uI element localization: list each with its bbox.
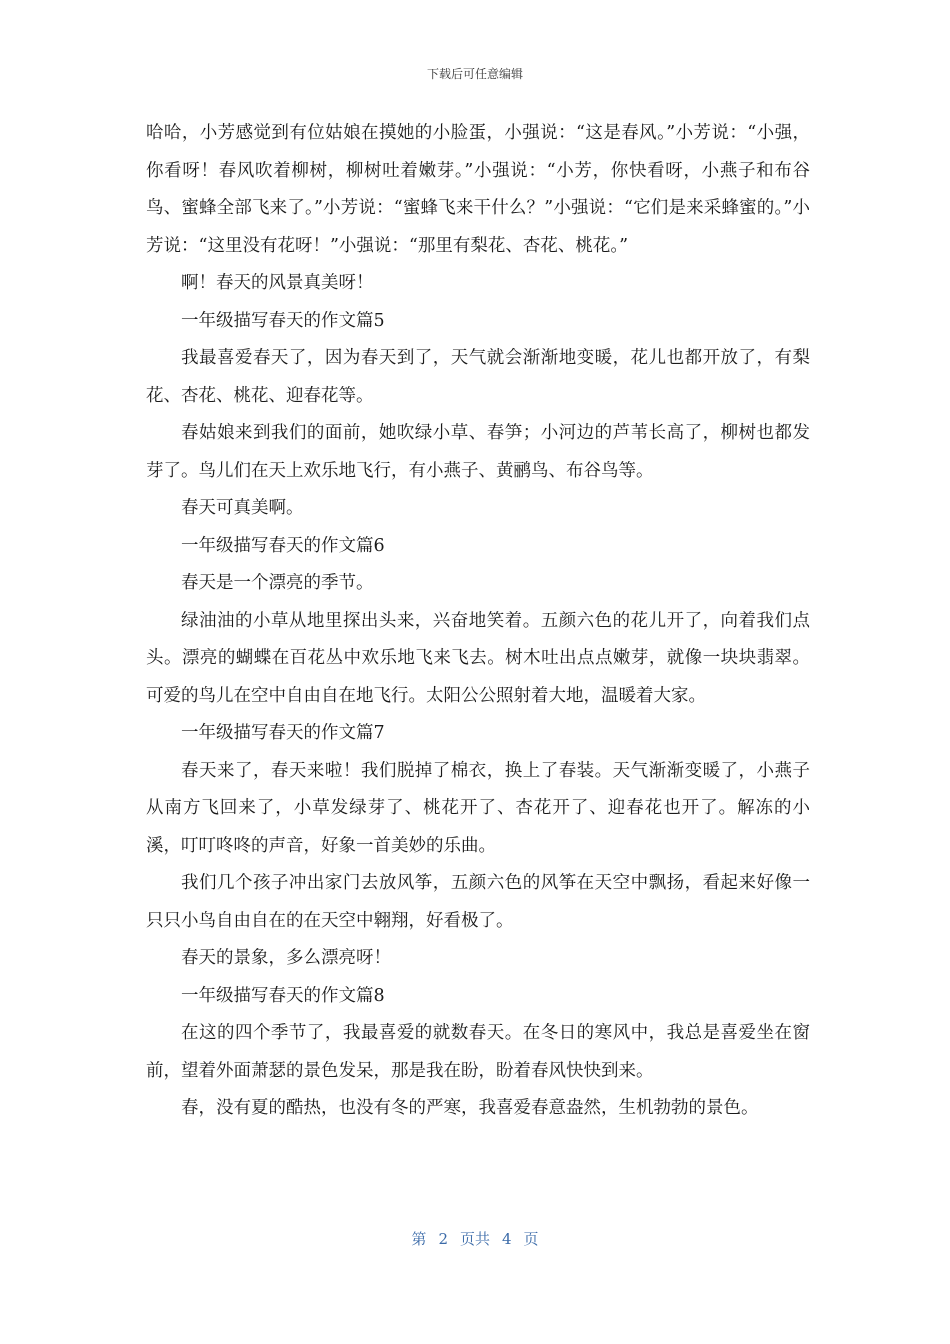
paragraph: 春天是一个漂亮的季节。 xyxy=(181,573,374,593)
footer-label-end: 页 xyxy=(523,1230,539,1248)
paragraph: 我们几个孩子冲出家门去放风筝，五颜六色的风筝在天空中飘扬，看起来好像一只只小鸟自由自在的在天空中翱翔，好看极了。 xyxy=(146,873,810,931)
paragraph: 春姑娘来到我们的面前，她吹绿小草、春笋；小河边的芦苇长高了，柳树也都发芽了。鸟儿们在天上欢乐地飞行，有小燕子、黄鹂鸟、布谷鸟等。 xyxy=(146,423,810,481)
paragraph: 春，没有夏的酷热，也没有冬的严寒，我喜爱春意盎然，生机勃勃的景色。 xyxy=(181,1098,759,1118)
paragraph: 绿油油的小草从地里探出头来，兴奋地笑着。五颜六色的花儿开了，向着我们点头。漂亮的蝴蝶在百花丛中欢乐地飞来飞去。树木吐出点点嫩芽，就像一块块翡翠。可爱的鸟儿在空中自由自在地飞行。太阳公公照射着大地，温暖着大家。 xyxy=(146,610,810,706)
paragraph: 哈哈，小芳感觉到有位姑娘在摸她的小脸蛋，小强说：“这是春风。”小芳说：“小强，你看呀！春风吹着柳树，柳树吐着嫩芽。”小强说：“小芳，你快看呀，小燕子和布谷鸟、蜜蜂全部飞来了。”小芳说：“蜜蜂飞来干什么？”小强说：“它们是来采蜂蜜的。”小芳说：“这里没有花呀！”小强说：“那里有梨花、杏花、桃花。” xyxy=(146,123,810,256)
footer-total-pages: 4 xyxy=(502,1230,512,1248)
document-body xyxy=(146,115,810,1128)
footer-label-mid: 页共 xyxy=(459,1230,490,1248)
paragraph: 春天可真美啊。 xyxy=(181,498,304,518)
paragraph: 春天来了，春天来啦！我们脱掉了棉衣，换上了春装。天气渐渐变暖了，小燕子从南方飞回来了，小草发绿芽了、桃花开了、杏花开了、迎春花也开了。解冻的小溪，叮叮咚咚的声音，好象一首美妙的乐曲。 xyxy=(146,760,810,856)
footer-label-page: 第 xyxy=(411,1230,427,1248)
paragraph: 啊！春天的风景真美呀！ xyxy=(181,273,374,293)
section-heading: 一年级描写春天的作文篇6 xyxy=(181,535,385,556)
page-footer xyxy=(0,1229,950,1249)
paragraph: 在这的四个季节了，我最喜爱的就数春天。在冬日的寒风中，我总是喜爱坐在窗前，望着外面萧瑟的景色发呆，那是我在盼，盼着春风快快到来。 xyxy=(146,1023,810,1081)
page-header: 下载后可任意编辑 xyxy=(426,67,523,81)
paragraph: 春天的景象，多么漂亮呀！ xyxy=(181,948,391,968)
section-heading: 一年级描写春天的作文篇7 xyxy=(181,723,385,743)
paragraph: 我最喜爱春天了，因为春天到了，天气就会渐渐地变暖，花儿也都开放了，有梨花、杏花、桃花、迎春花等。 xyxy=(146,348,810,406)
section-heading: 一年级描写春天的作文篇8 xyxy=(181,985,385,1006)
section-heading: 一年级描写春天的作文篇5 xyxy=(181,310,385,331)
footer-current-page: 2 xyxy=(438,1230,448,1248)
